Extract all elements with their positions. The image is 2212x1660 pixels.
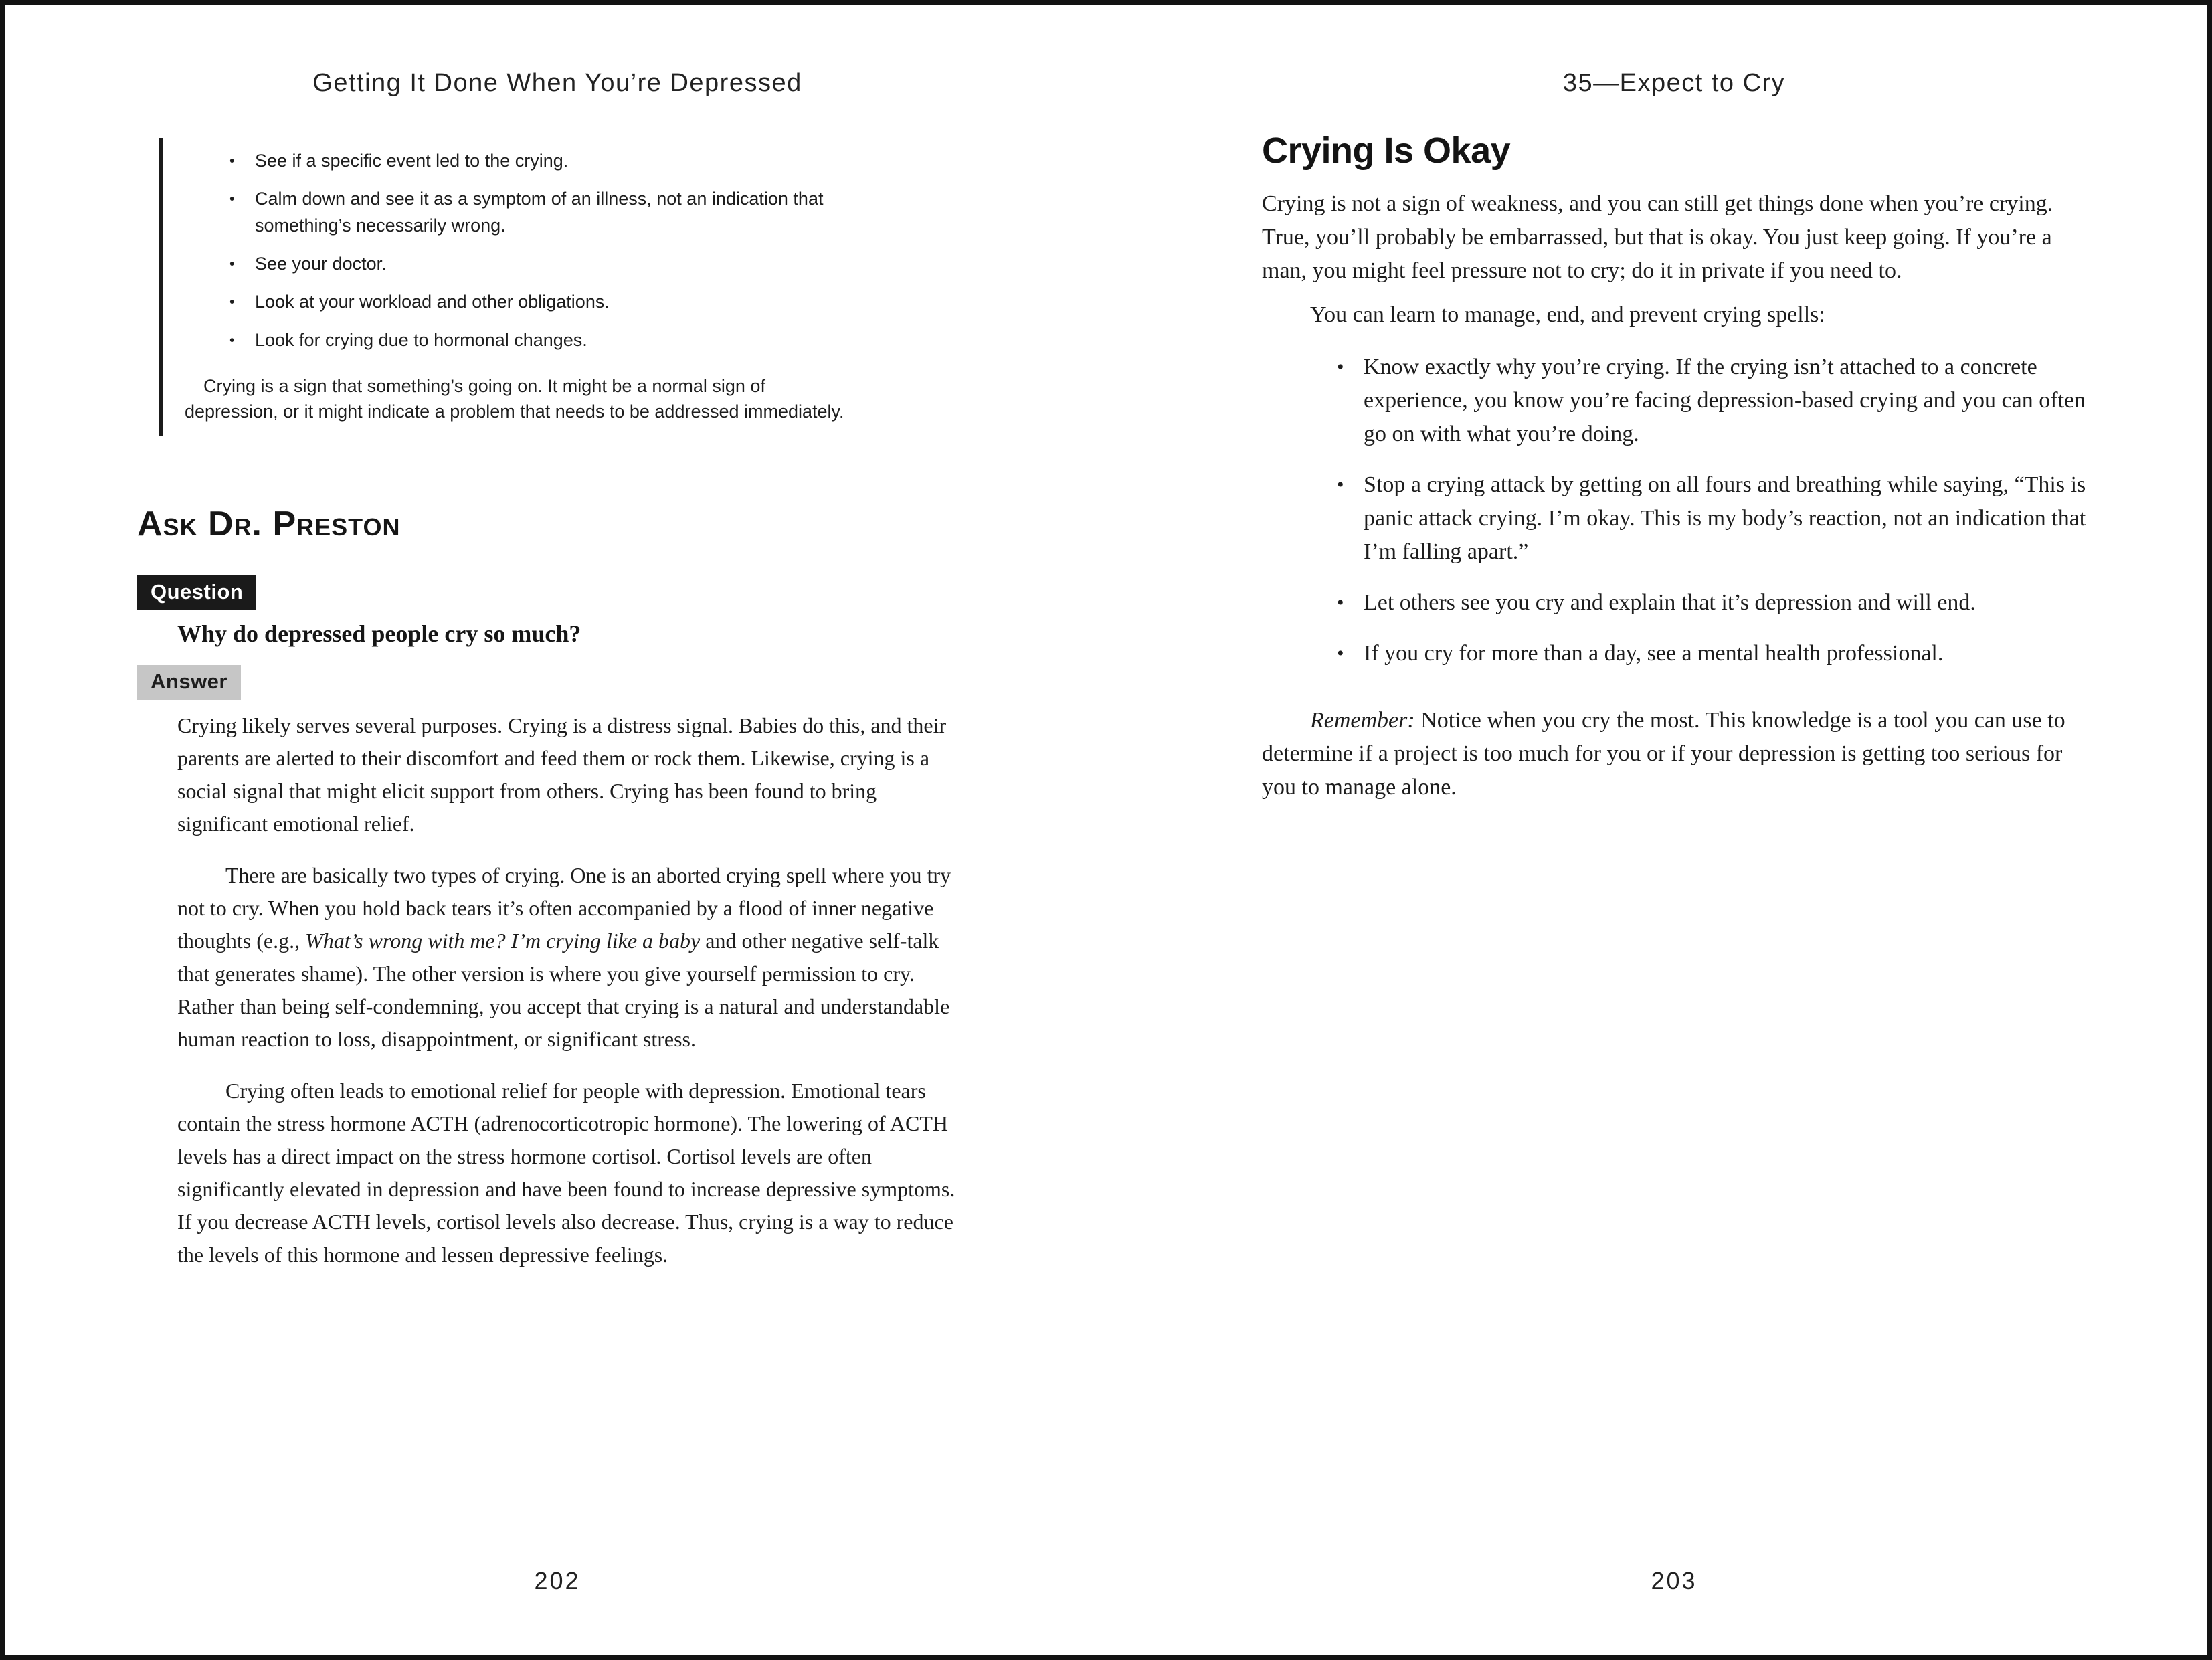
answer-paragraph xyxy=(177,1075,967,1271)
crying-tip-item: • Let others see you cry and explain that it’s depression and will end. xyxy=(1364,586,2086,620)
sidebar-bullet-list xyxy=(163,147,955,353)
remember-paragraph xyxy=(1262,704,2086,804)
remember-text: Notice when you cry the most. This knowledge is a tool you can use to determine if a project is too much for you or if your depression is getting too serious for you to manage alone. xyxy=(1262,708,2065,800)
crying-tip-item: • If you cry for more than a day, see a mental health professional. xyxy=(1364,637,2086,670)
crying-tips-bullet-list xyxy=(1262,351,2086,670)
text-run: Crying often leads to emotional relief for people with depression. Emotional tears contain the stress hormone ACTH (adrenocorticotropic hormone). The lowering of ACTH levels has a direct impact on the stress hormone cortisol. Cortisol levels are often significantly elevated in depression and have been found to increase depressive symptoms. If you decrease ACTH levels, cortisol levels also decrease. Thus, crying is a way to reduce the levels of this hormone and lessen depressive feelings. xyxy=(177,1079,955,1267)
sidebar-closing-paragraph: Crying is a sign that something’s going on. It might be a normal sign of depression, or it might indicate a problem that needs to be addressed immediately. xyxy=(185,376,844,422)
page-number-right: 203 xyxy=(1651,1567,1697,1594)
running-head-right: 35—Expect to Cry xyxy=(1562,69,1786,97)
right-page-body xyxy=(1262,187,2086,804)
answer-label: Answer xyxy=(137,665,241,700)
question-label: Question xyxy=(137,575,256,610)
chapter-heading-crying-is-okay: Crying Is Okay xyxy=(1262,130,1511,171)
crying-tip-item: • Stop a crying attack by getting on all fours and breathing while saying, “This is panic attack crying. I’m okay. This is my body’s reaction, not an indication that I’m falling apart.” xyxy=(1364,468,2086,569)
answer-paragraph xyxy=(177,859,967,1056)
remember-label: Remember: xyxy=(1310,708,1415,733)
italic-text-run: What’s wrong with me? I’m crying like a baby xyxy=(305,929,701,953)
sidebar-note-block xyxy=(159,138,955,436)
crying-tip-item: • Know exactly why you’re crying. If the crying isn’t attached to a concrete experience, you know you’re facing depression-based crying and you can often go on with what you’re doing. xyxy=(1364,351,2086,451)
answer-paragraph xyxy=(177,709,967,840)
sidebar-bullet-item: • Calm down and see it as a symptom of an illness, not an indication that something’s necessarily wrong. xyxy=(255,185,884,239)
section-heading-ask-dr-preston: Ask Dr. Preston xyxy=(137,504,401,543)
sidebar-bullet-item: • Look for crying due to hormonal changes. xyxy=(255,327,884,353)
text-run: There are basically two types of crying. One is an aborted crying spell where you try not to cry. When you hold back tears it’s often accompanied by a flood of inner negative thoughts (e.g., xyxy=(177,863,951,953)
lead-in-sentence: You can learn to manage, end, and prevent crying spells: xyxy=(1310,302,1825,327)
sidebar-bullet-item: • See if a specific event led to the crying. xyxy=(255,147,884,174)
text-run: Crying likely serves several purposes. Crying is a distress signal. Babies do this, and their parents are alerted to their discomfort and feed them or rock them. Likewise, crying is a social signal that might elicit support from others. Crying has been found to bring significant emotional relief. xyxy=(177,713,947,836)
sidebar-bullet-item: • See your doctor. xyxy=(255,250,884,277)
question-text: Why do depressed people cry so much? xyxy=(177,620,581,647)
sidebar-bullet-item: • Look at your workload and other obligations. xyxy=(255,288,884,315)
text-run: and other negative self-talk that generates shame). The other version is where you give yourself permission to cry. Rather than being self-condemning, you accept that crying is a natural and understandable human reaction to loss, disappointment, or significant stress. xyxy=(177,929,950,1051)
intro-paragraph: Crying is not a sign of weakness, and you can still get things done when you’re crying. True, you’ll probably be embarrassed, but that is okay. You just keep going. If you’re a man, you might feel pressure not to cry; do it in private if you need to. xyxy=(1262,191,2053,283)
page-number-left: 202 xyxy=(534,1567,581,1594)
running-head-left: Getting It Done When You’re Depressed xyxy=(312,69,802,97)
answer-paragraphs xyxy=(177,709,967,1271)
